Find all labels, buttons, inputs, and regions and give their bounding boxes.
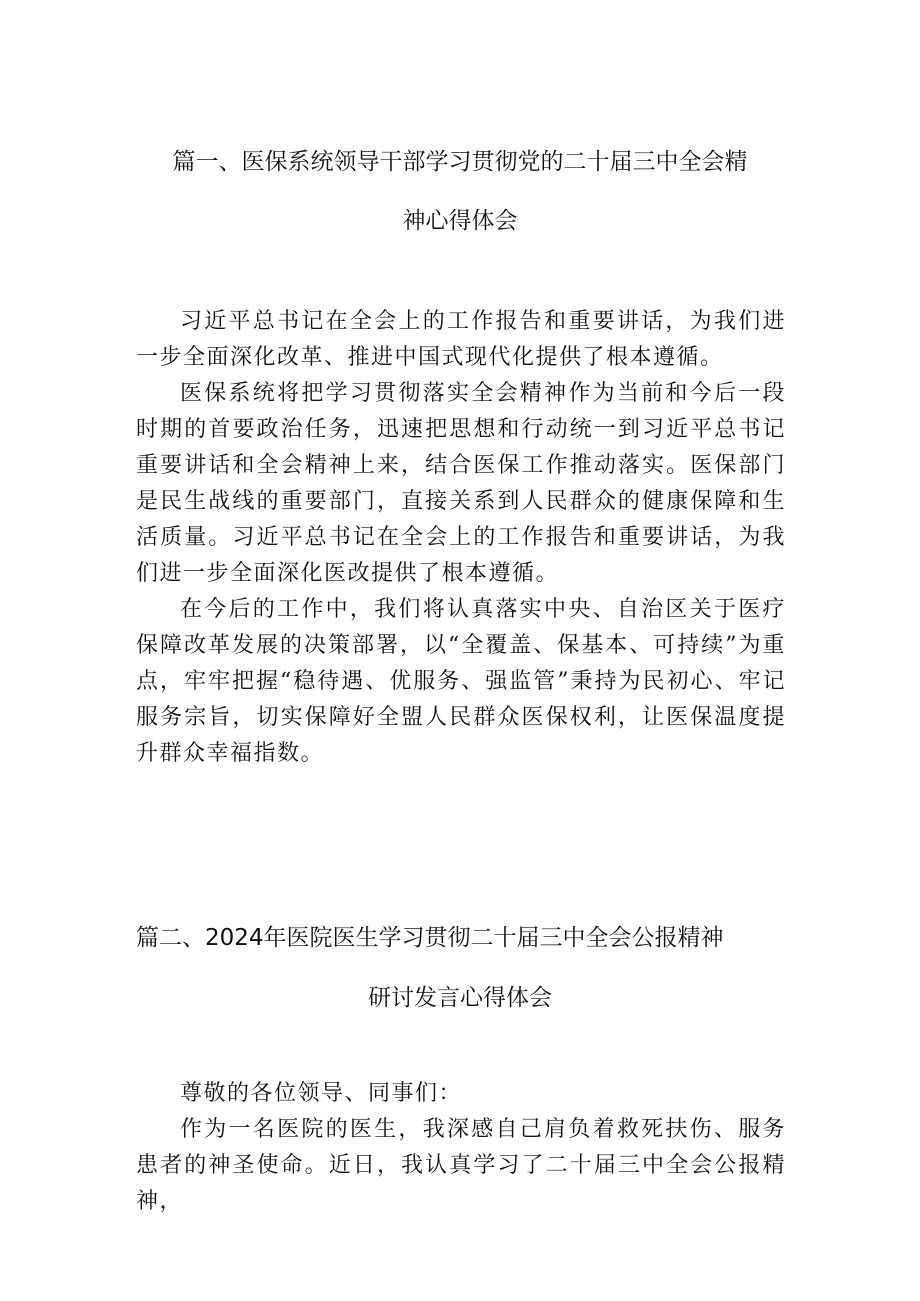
article-2-title-line-1: 篇二、2024年医院医生学习贯彻二十届三中全会公报精神 [136,925,724,951]
article-1-title-line-2: 神心得体会 [402,208,518,234]
article-2-paragraph-2: 作为一名医院的医生，我深感自己肩负着救死扶伤、服务患者的神圣使命。近日，我认真学习了二十届三中全会公报精神， [136,1117,786,1214]
article-1-paragraph-2: 医保系统将把学习贯彻落实全会精神作为当前和今后一段时期的首要政治任务，迅速把思想和行动统一到习近平总书记重要讲话和全会精神上来，结合医保工作推动落实。医保部门是民生战线的重要部门，直接关系到人民群众的健康保障和生活质量。习近平总书记在全会上的工作报告和重要讲话，为我们进一步全面深化医改提供了根本遵循。 [136,381,786,586]
article-1-body [136,304,786,772]
article-2-body [136,1076,786,1220]
article-1-paragraph-1: 习近平总书记在全会上的工作报告和重要讲话，为我们进一步全面深化改革、推进中国式现代化提供了根本遵循。 [136,309,786,370]
article-2-paragraph-1: 尊敬的各位领导、同事们： [180,1081,463,1106]
article-1-paragraph-3: 在今后的工作中，我们将认真落实中央、自治区关于医疗保障改革发展的决策部署，以“全覆盖、保基本、可持续”为重点，牢牢把握“稳待遇、优服务、强监管”秉持为民初心、牢记服务宗旨，切实保障好全盟人民群众医保权利，让医保温度提升群众幸福指数。 [136,597,786,766]
article-1-title-line-1: 篇一、医保系统领导干部学习贯彻党的二十届三中全会精 [172,149,748,175]
article-2-title-line-2: 研讨发言心得体会 [368,985,552,1011]
